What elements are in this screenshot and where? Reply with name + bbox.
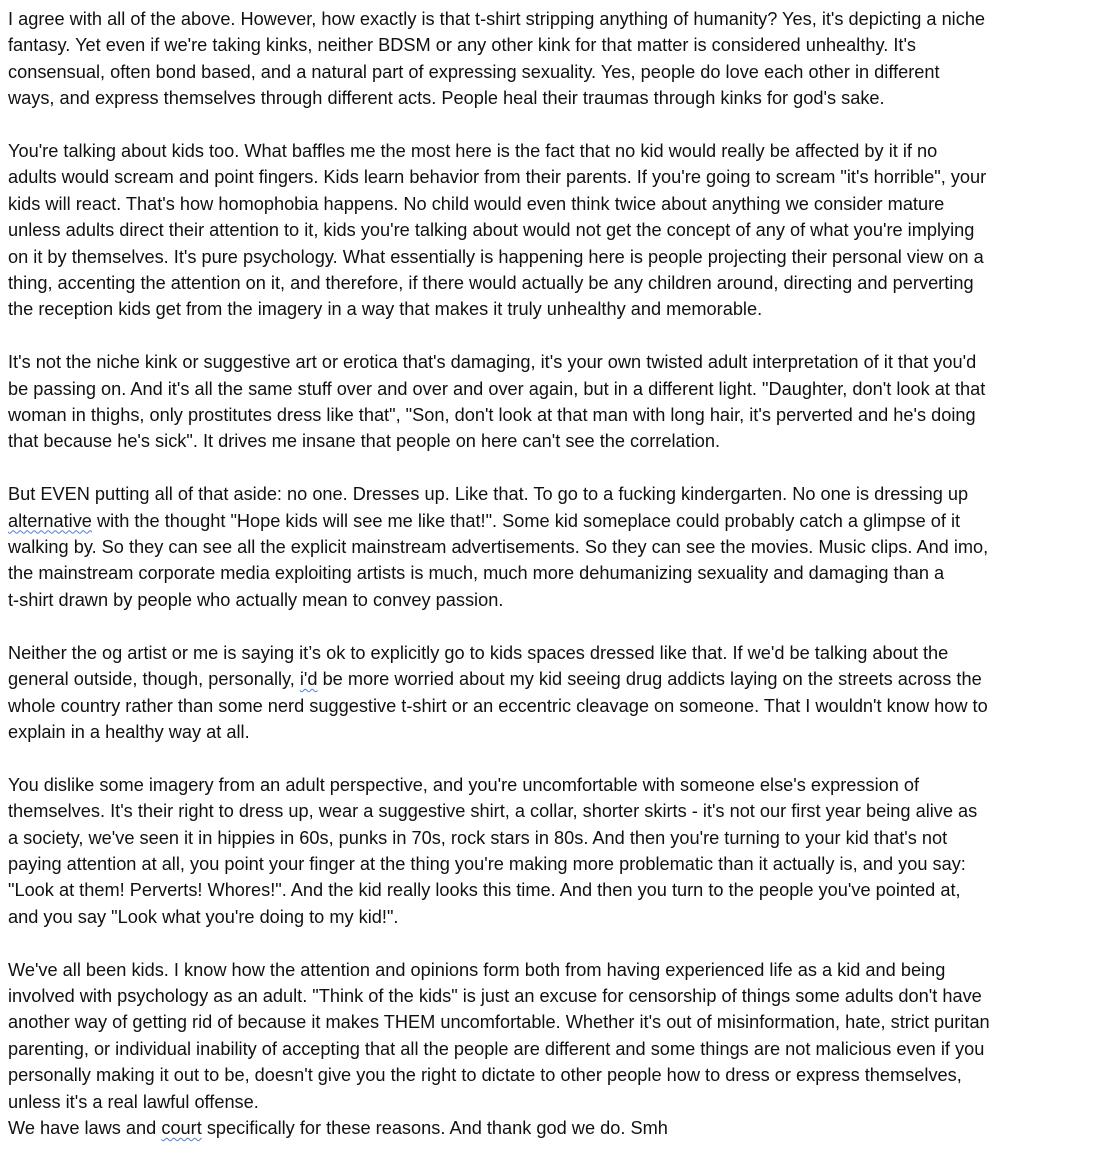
text-line: t-shirt drawn by people who actually mean to convey passion. — [8, 589, 504, 610]
spellcheck-flag: court — [161, 1117, 202, 1138]
text-line: a society, we've seen it in hippies in 60s, punks in 70s, rock stars in 80s. And then you're turning to your kid that's not — [8, 827, 948, 848]
text-line: We have laws and court specifically for these reasons. And thank god we do. Smh — [8, 1117, 668, 1138]
text-line: ways, and express themselves through different acts. People heal their traumas through kinks for god's sake. — [8, 88, 885, 109]
text-line: kids will react. That's how homophobia happens. No child would even think twice about anything we consider mature — [8, 193, 945, 214]
spellcheck-flag: alternative — [8, 510, 92, 531]
text-line: the mainstream corporate media exploiting artists is much, much more dehumanizing sexuality and damaging than a — [8, 563, 945, 584]
text-line: "Look at them! Perverts! Whores!". And the kid really looks this time. And then you turn to the people you've pointed at, — [8, 880, 961, 901]
text-line: unless adults direct their attention to it, kids you're talking about would not get the concept of any of what you're implying — [8, 220, 975, 241]
text-line: parenting, or individual inability of accepting that all the people are different and some things are not malicious even if you — [8, 1038, 985, 1059]
text-line: the reception kids get from the imagery in a way that makes it truly unhealthy and memorable. — [8, 299, 763, 320]
text-line: another way of getting rid of because it makes THEM uncomfortable. Whether it's out of misinformation, hate, strict puritan — [8, 1012, 990, 1033]
text-line: consensual, often bond based, and a natural part of expressing sexuality. Yes, people do love each other in different — [8, 61, 940, 82]
text-line: thing, accenting the attention on it, and therefore, if there would actually be any children around, directing and perverting — [8, 273, 974, 294]
text-line: You're talking about kids too. What baffles me the most here is the fact that no kid would really be affected by it if no — [8, 141, 938, 162]
text-line: whole country rather than some nerd suggestive t-shirt or an eccentric cleavage on someone. That I wouldn't know how to — [8, 695, 988, 716]
spellcheck-flag: i'd — [299, 669, 318, 690]
text-line: We've all been kids. I know how the attention and opinions form both from having experienced life as a kid and being — [8, 959, 946, 980]
text-line: But EVEN putting all of that aside: no one. Dresses up. Like that. To go to a fucking kindergarten. No one is dressing up — [8, 484, 969, 505]
text-line: and you say "Look what you're doing to my kid!". — [8, 906, 399, 927]
text-line: alternative with the thought "Hope kids will see me like that!". Some kid someplace could probably catch a glimpse of it — [8, 510, 961, 531]
text-line: themselves. It's their right to dress up, wear a suggestive shirt, a collar, shorter skirts - it's not our first year being alive as — [8, 801, 978, 822]
text-line: personally making it out to be, doesn't give you the right to dictate to other people how to dress or express themselves, — [8, 1065, 962, 1086]
text-line: adults would scream and point fingers. Kids learn behavior from their parents. If you're going to scream "it's horrible", your — [8, 167, 987, 188]
paragraph-2 — [8, 138, 1107, 323]
text-line: fantasy. Yet even if we're taking kinks, neither BDSM or any other kink for that matter is considered unhealthy. It's — [8, 35, 917, 56]
paragraph-5 — [8, 640, 1107, 746]
paragraph-6 — [8, 772, 1107, 930]
text-line: paying attention at all, you point your finger at the thing you're making more problematic than it actually is, and you say: — [8, 853, 966, 874]
text-line: You dislike some imagery from an adult perspective, and you're uncomfortable with someone else's expression of — [8, 774, 920, 795]
text-line: walking by. So they can see all the explicit mainstream advertisements. So they can see the movies. Music clips. And imo, — [8, 537, 989, 558]
text-line: involved with psychology as an adult. "Think of the kids" is just an excuse for censorship of things some adults don't have — [8, 985, 982, 1006]
paragraph-7 — [8, 957, 1107, 1142]
paragraph-1 — [8, 6, 1107, 112]
paragraph-3 — [8, 349, 1107, 455]
text-line: be passing on. And it's all the same stuff over and over and over again, but in a different light. "Daughter, don't look at that — [8, 378, 986, 399]
text-line: unless it's a real lawful offense. — [8, 1091, 259, 1112]
text-line: woman in thighs, only prostitutes dress like that", "Son, don't look at that man with long hair, it's perverted and he's doing — [8, 405, 976, 426]
text-line: It's not the niche kink or suggestive art or erotica that's damaging, it's your own twisted adult interpretation of it that you'd — [8, 352, 977, 373]
text-line: on it by themselves. It's pure psychology. What essentially is happening here is people projecting their personal view on a — [8, 246, 984, 267]
text-line: that because he's sick". It drives me insane that people on here can't see the correlation. — [8, 431, 721, 452]
text-line: Neither the og artist or me is saying it’s ok to explicitly go to kids spaces dressed like that. If we'd be talking about the — [8, 642, 949, 663]
text-line: I agree with all of the above. However, how exactly is that t-shirt stripping anything of humanity? Yes, it's depicting a niche — [8, 9, 986, 29]
paragraph-4 — [8, 481, 1107, 613]
text-line: general outside, though, personally, i'd be more worried about my kid seeing drug addicts laying on the streets across the — [8, 669, 982, 690]
document-body — [8, 6, 1107, 1141]
text-line: explain in a healthy way at all. — [8, 721, 250, 742]
